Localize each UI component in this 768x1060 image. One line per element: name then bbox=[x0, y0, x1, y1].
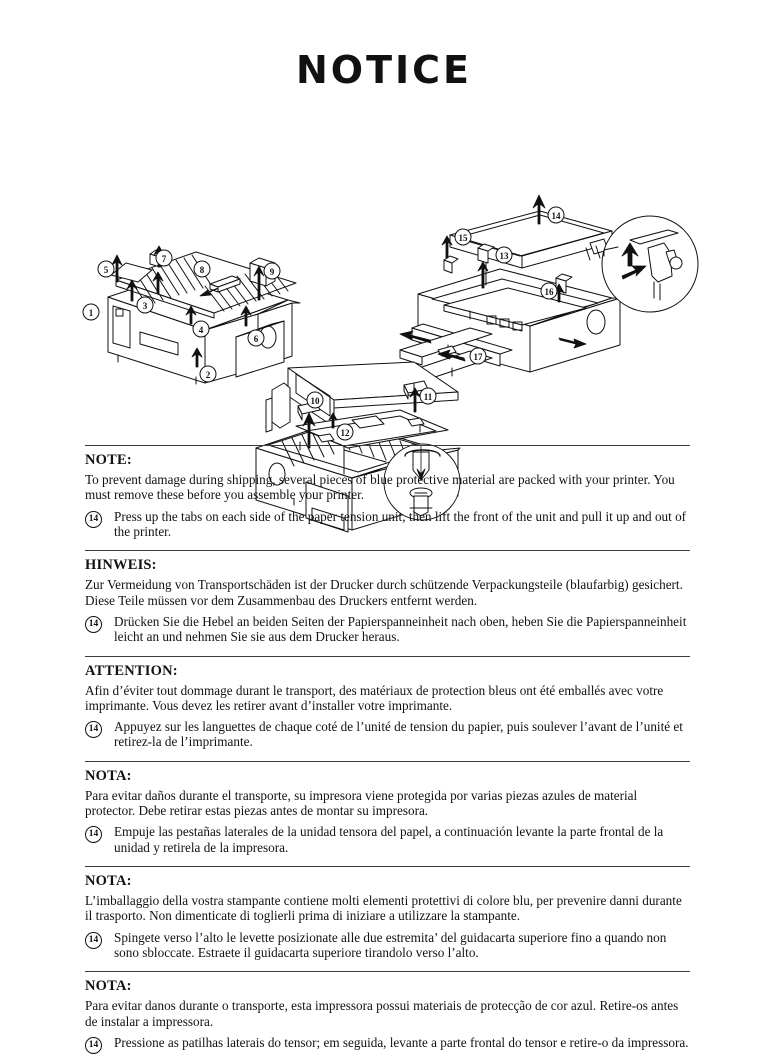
step-text: Press up the tabs on each side of the paper tension unit, then lift the front of the unit and pull it up and out of the printer. bbox=[114, 508, 687, 539]
callout-bottom-10 bbox=[307, 392, 323, 408]
step-text: Appuyez sur les languettes de chaque coté de l’unité de tension du papier, puis soulever l’avant de l’unité et retirez-la de l’imprimante. bbox=[114, 719, 683, 750]
svg-text:17: 17 bbox=[473, 352, 483, 362]
page-title: NOTICE bbox=[295, 48, 472, 92]
callout-bottom-11 bbox=[420, 388, 436, 404]
step-text: Empuje las pestañas laterales de la unidad tensora del papel, a continuación levante la parte frontal de la unidad y retirela de la impresora. bbox=[114, 824, 664, 855]
step-item bbox=[85, 930, 690, 961]
svg-text:12: 12 bbox=[340, 428, 350, 438]
step-item bbox=[85, 719, 690, 750]
section-en bbox=[85, 440, 690, 545]
section-it bbox=[85, 861, 690, 966]
section-rule bbox=[85, 445, 690, 446]
section-heading: ATTENTION: bbox=[85, 662, 178, 679]
section-heading: NOTA: bbox=[85, 767, 132, 784]
step-item bbox=[85, 1035, 690, 1054]
step-text: Drücken Sie die Hebel an beiden Seiten der Papierspanneinheit nach oben, heben Sie die Papierspanneinheit leicht an und nehmen Sie sie aus dem Drucker heraus. bbox=[114, 613, 687, 645]
multilingual-notice-sections bbox=[85, 440, 690, 1060]
step-number-badge: 14 bbox=[85, 826, 102, 843]
svg-text:13: 13 bbox=[499, 251, 509, 261]
section-heading: NOTA: bbox=[85, 873, 132, 889]
section-body: Zur Vermeidung von Transportschäden ist der Drucker durch schützende Verpackungsteile (blaufarbig) gesichert. Diese Teile müssen vor dem Zusammenbau des Druckers entfernt werden. bbox=[85, 577, 683, 608]
section-body: Para evitar daños durante el transporte, su impresora viene protegida por varias piezas azules de material protector. Debe retirar estas piezas antes de montar su impresora. bbox=[85, 787, 638, 819]
section-fr bbox=[85, 651, 690, 756]
section-body: To prevent damage during shipping, several pieces of blue protective material are packed with your printer. You must remove these before you assemble your printer. bbox=[85, 472, 675, 503]
step-text: Pressione as patilhas laterais do tensor; em seguida, levante a parte frontal do tensor e retire-o da impressora. bbox=[114, 1034, 689, 1050]
section-body: L’imballaggio della vostra stampante contiene molti elementi protettivi di colore blu, per prevenire danni durante il trasporto. Non dimenticate di toglierli prima di iniziare a utilizzare la stampante. bbox=[85, 893, 682, 924]
step-item bbox=[85, 509, 690, 540]
svg-text:4: 4 bbox=[198, 325, 204, 335]
section-heading: HINWEIS: bbox=[85, 557, 157, 574]
svg-text:1: 1 bbox=[88, 308, 94, 318]
section-es bbox=[85, 756, 690, 861]
illustration-group bbox=[0, 100, 768, 438]
svg-text:5: 5 bbox=[103, 265, 109, 275]
section-rule bbox=[85, 866, 690, 867]
step-number-badge: 14 bbox=[85, 616, 102, 633]
callout-bottom-12 bbox=[337, 424, 353, 440]
svg-text:15: 15 bbox=[458, 233, 468, 243]
section-body: Afin d’éviter tout dommage durant le transport, des matériaux de protection bleus ont été emballés avec votre imprimante. Vous devez les retirer avant d’installer votre imprimante. bbox=[85, 682, 664, 713]
step-item bbox=[85, 824, 690, 855]
svg-text:8: 8 bbox=[199, 265, 205, 275]
svg-text:11: 11 bbox=[423, 392, 433, 402]
svg-text:16: 16 bbox=[544, 287, 554, 297]
section-rule bbox=[85, 761, 690, 762]
step-text: Spingete verso l’alto le levette posizionate alle due estremita’ del guidacarta superiore fino a quando non sono sbloccate. Estraete il guidacarta superiore tirandolo verso l’alto. bbox=[114, 929, 667, 960]
step-number-badge: 14 bbox=[85, 932, 102, 949]
step-item bbox=[85, 614, 690, 645]
section-heading: NOTE: bbox=[85, 452, 132, 468]
step-number-badge: 14 bbox=[85, 511, 102, 528]
section-rule bbox=[85, 971, 690, 972]
section-rule bbox=[85, 656, 690, 657]
section-de bbox=[85, 545, 690, 650]
svg-text:10: 10 bbox=[310, 396, 320, 406]
section-heading: NOTA: bbox=[85, 978, 132, 995]
svg-text:14: 14 bbox=[551, 211, 561, 221]
svg-text:6: 6 bbox=[253, 334, 259, 344]
svg-text:9: 9 bbox=[269, 267, 275, 277]
section-rule bbox=[85, 550, 690, 551]
svg-text:7: 7 bbox=[161, 254, 167, 264]
svg-text:2: 2 bbox=[205, 370, 211, 380]
svg-text:3: 3 bbox=[142, 301, 148, 311]
section-pt bbox=[85, 966, 690, 1060]
step-number-badge: 14 bbox=[85, 721, 102, 738]
figure-bottom-printer-interior bbox=[0, 100, 768, 438]
section-body: Para evitar danos durante o transporte, esta impressora possui materiais de protecção de cor azul. Retire-os antes de instalar a impressora. bbox=[85, 998, 679, 1029]
step-number-badge: 14 bbox=[85, 1037, 102, 1054]
